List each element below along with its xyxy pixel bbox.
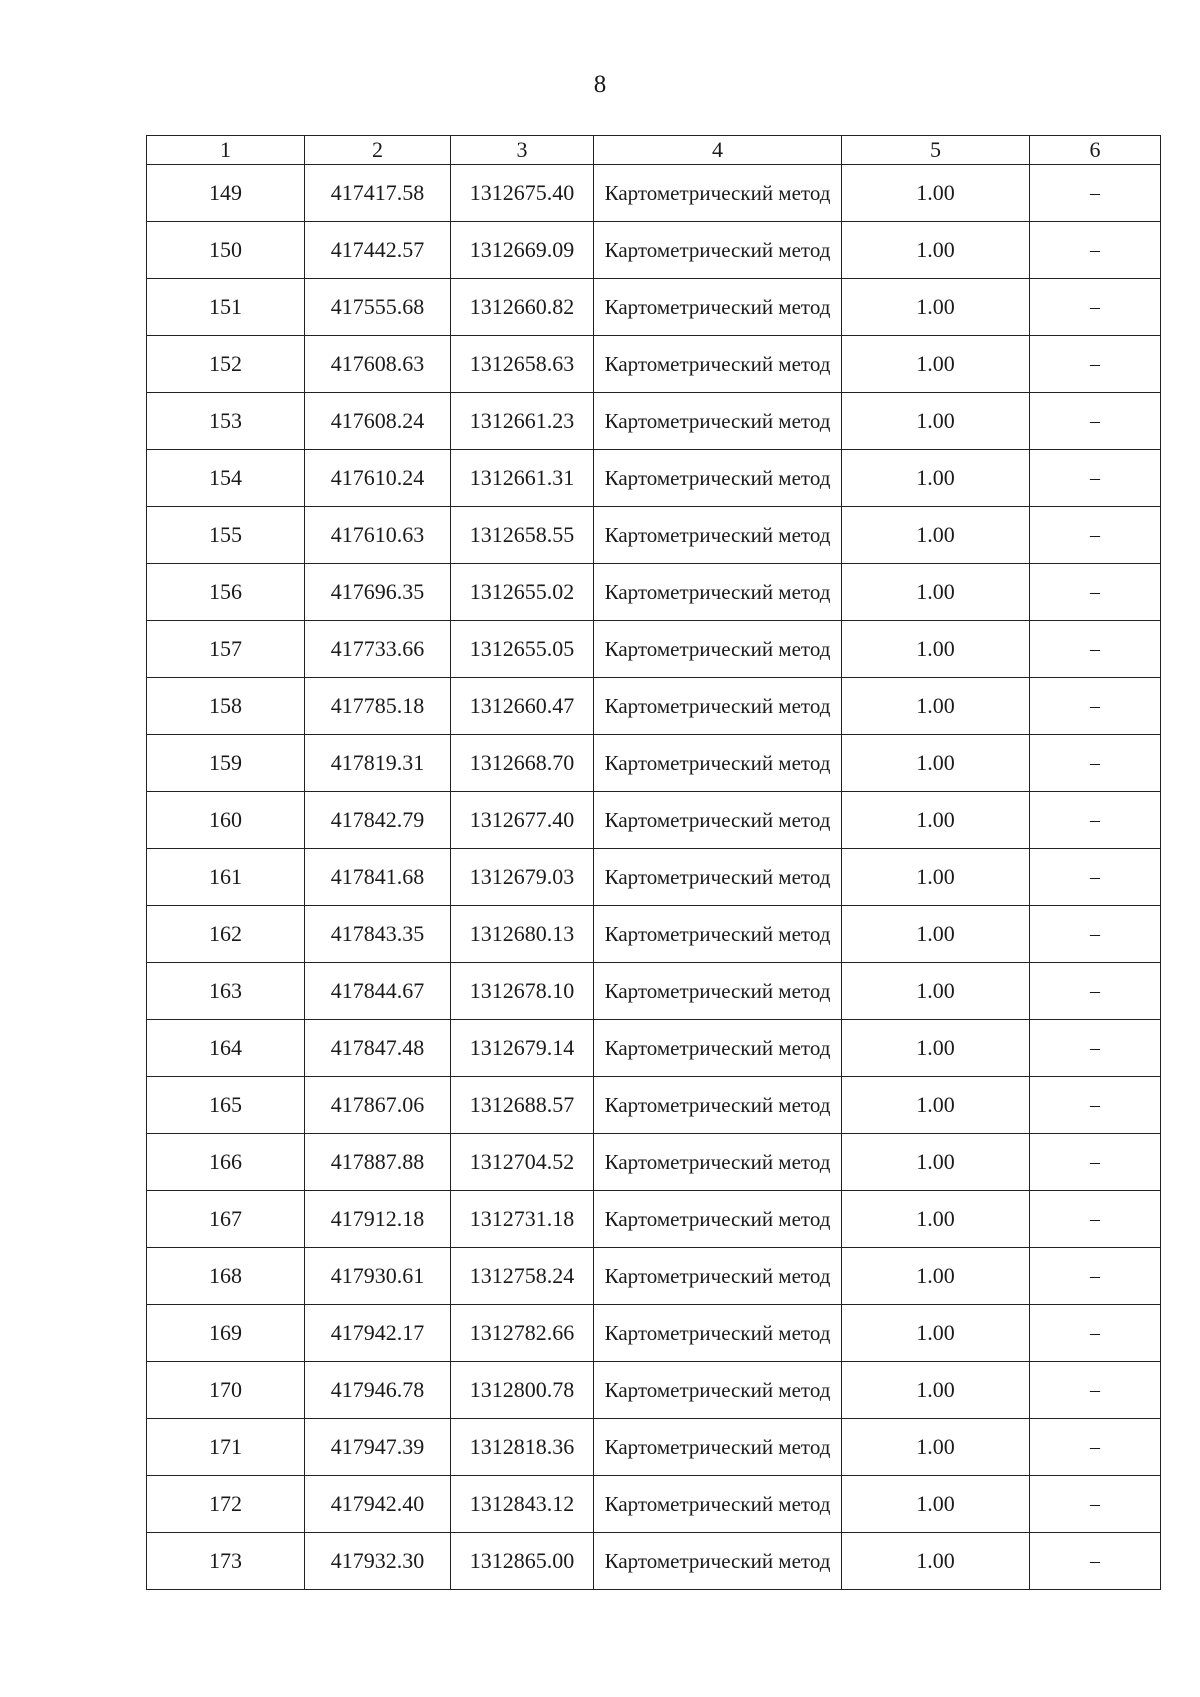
note-cell: – <box>1030 735 1161 792</box>
point-number-cell: 169 <box>147 1305 305 1362</box>
point-number-cell: 167 <box>147 1191 305 1248</box>
x-coordinate-cell: 417417.58 <box>305 165 451 222</box>
table-header <box>147 136 1161 165</box>
accuracy-cell: 1.00 <box>842 1305 1030 1362</box>
x-coordinate-cell: 417555.68 <box>305 279 451 336</box>
header-row <box>147 136 1161 165</box>
x-coordinate-cell: 417947.39 <box>305 1419 451 1476</box>
point-number-cell: 160 <box>147 792 305 849</box>
table-row <box>147 1191 1161 1248</box>
method-cell: Картометрический метод <box>594 1476 842 1533</box>
accuracy-cell: 1.00 <box>842 621 1030 678</box>
header-col-5: 5 <box>842 136 1030 165</box>
point-number-cell: 150 <box>147 222 305 279</box>
x-coordinate-cell: 417610.63 <box>305 507 451 564</box>
note-cell: – <box>1030 1533 1161 1590</box>
note-cell: – <box>1030 507 1161 564</box>
note-cell: – <box>1030 678 1161 735</box>
x-coordinate-cell: 417946.78 <box>305 1362 451 1419</box>
x-coordinate-cell: 417442.57 <box>305 222 451 279</box>
point-number-cell: 162 <box>147 906 305 963</box>
table-row <box>147 1362 1161 1419</box>
header-col-3: 3 <box>451 136 594 165</box>
note-cell: – <box>1030 792 1161 849</box>
note-cell: – <box>1030 1077 1161 1134</box>
table-row <box>147 450 1161 507</box>
method-cell: Картометрический метод <box>594 393 842 450</box>
note-cell: – <box>1030 1248 1161 1305</box>
point-number-cell: 159 <box>147 735 305 792</box>
table-row <box>147 1134 1161 1191</box>
coordinates-table <box>146 135 1161 1590</box>
y-coordinate-cell: 1312843.12 <box>451 1476 594 1533</box>
accuracy-cell: 1.00 <box>842 849 1030 906</box>
x-coordinate-cell: 417841.68 <box>305 849 451 906</box>
point-number-cell: 170 <box>147 1362 305 1419</box>
point-number-cell: 158 <box>147 678 305 735</box>
note-cell: – <box>1030 450 1161 507</box>
point-number-cell: 152 <box>147 336 305 393</box>
note-cell: – <box>1030 1362 1161 1419</box>
header-col-6: 6 <box>1030 136 1161 165</box>
note-cell: – <box>1030 393 1161 450</box>
accuracy-cell: 1.00 <box>842 222 1030 279</box>
table-row <box>147 1533 1161 1590</box>
table-row <box>147 1077 1161 1134</box>
note-cell: – <box>1030 1419 1161 1476</box>
y-coordinate-cell: 1312661.31 <box>451 450 594 507</box>
x-coordinate-cell: 417696.35 <box>305 564 451 621</box>
point-number-cell: 165 <box>147 1077 305 1134</box>
point-number-cell: 161 <box>147 849 305 906</box>
y-coordinate-cell: 1312865.00 <box>451 1533 594 1590</box>
point-number-cell: 154 <box>147 450 305 507</box>
accuracy-cell: 1.00 <box>842 735 1030 792</box>
x-coordinate-cell: 417932.30 <box>305 1533 451 1590</box>
method-cell: Картометрический метод <box>594 1077 842 1134</box>
header-col-1: 1 <box>147 136 305 165</box>
x-coordinate-cell: 417608.24 <box>305 393 451 450</box>
method-cell: Картометрический метод <box>594 1191 842 1248</box>
y-coordinate-cell: 1312660.47 <box>451 678 594 735</box>
y-coordinate-cell: 1312660.82 <box>451 279 594 336</box>
accuracy-cell: 1.00 <box>842 450 1030 507</box>
accuracy-cell: 1.00 <box>842 792 1030 849</box>
method-cell: Картометрический метод <box>594 336 842 393</box>
page-number: 8 <box>593 71 607 98</box>
x-coordinate-cell: 417942.40 <box>305 1476 451 1533</box>
table-row <box>147 1476 1161 1533</box>
method-cell: Картометрический метод <box>594 279 842 336</box>
y-coordinate-cell: 1312658.63 <box>451 336 594 393</box>
table-row <box>147 507 1161 564</box>
note-cell: – <box>1030 849 1161 906</box>
accuracy-cell: 1.00 <box>842 1476 1030 1533</box>
y-coordinate-cell: 1312661.23 <box>451 393 594 450</box>
accuracy-cell: 1.00 <box>842 678 1030 735</box>
y-coordinate-cell: 1312678.10 <box>451 963 594 1020</box>
y-coordinate-cell: 1312688.57 <box>451 1077 594 1134</box>
table-row <box>147 792 1161 849</box>
accuracy-cell: 1.00 <box>842 1191 1030 1248</box>
header-col-2: 2 <box>305 136 451 165</box>
point-number-cell: 168 <box>147 1248 305 1305</box>
method-cell: Картометрический метод <box>594 1362 842 1419</box>
accuracy-cell: 1.00 <box>842 1020 1030 1077</box>
x-coordinate-cell: 417844.67 <box>305 963 451 1020</box>
method-cell: Картометрический метод <box>594 1134 842 1191</box>
note-cell: – <box>1030 1191 1161 1248</box>
x-coordinate-cell: 417843.35 <box>305 906 451 963</box>
accuracy-cell: 1.00 <box>842 393 1030 450</box>
x-coordinate-cell: 417610.24 <box>305 450 451 507</box>
note-cell: – <box>1030 621 1161 678</box>
note-cell: – <box>1030 1476 1161 1533</box>
method-cell: Картометрический метод <box>594 222 842 279</box>
accuracy-cell: 1.00 <box>842 1533 1030 1590</box>
point-number-cell: 156 <box>147 564 305 621</box>
y-coordinate-cell: 1312655.05 <box>451 621 594 678</box>
note-cell: – <box>1030 564 1161 621</box>
table-body <box>147 165 1161 1590</box>
method-cell: Картометрический метод <box>594 849 842 906</box>
accuracy-cell: 1.00 <box>842 564 1030 621</box>
table-row <box>147 1248 1161 1305</box>
table-row <box>147 336 1161 393</box>
table-row <box>147 1020 1161 1077</box>
accuracy-cell: 1.00 <box>842 279 1030 336</box>
accuracy-cell: 1.00 <box>842 1077 1030 1134</box>
method-cell: Картометрический метод <box>594 1533 842 1590</box>
y-coordinate-cell: 1312782.66 <box>451 1305 594 1362</box>
note-cell: – <box>1030 906 1161 963</box>
x-coordinate-cell: 417785.18 <box>305 678 451 735</box>
note-cell: – <box>1030 222 1161 279</box>
accuracy-cell: 1.00 <box>842 336 1030 393</box>
accuracy-cell: 1.00 <box>842 906 1030 963</box>
accuracy-cell: 1.00 <box>842 1362 1030 1419</box>
method-cell: Картометрический метод <box>594 1248 842 1305</box>
y-coordinate-cell: 1312800.78 <box>451 1362 594 1419</box>
y-coordinate-cell: 1312818.36 <box>451 1419 594 1476</box>
point-number-cell: 155 <box>147 507 305 564</box>
method-cell: Картометрический метод <box>594 906 842 963</box>
point-number-cell: 164 <box>147 1020 305 1077</box>
note-cell: – <box>1030 963 1161 1020</box>
y-coordinate-cell: 1312655.02 <box>451 564 594 621</box>
table-row <box>147 279 1161 336</box>
table-row <box>147 1305 1161 1362</box>
x-coordinate-cell: 417819.31 <box>305 735 451 792</box>
x-coordinate-cell: 417942.17 <box>305 1305 451 1362</box>
table-row <box>147 963 1161 1020</box>
y-coordinate-cell: 1312680.13 <box>451 906 594 963</box>
table-row <box>147 222 1161 279</box>
method-cell: Картометрический метод <box>594 1305 842 1362</box>
y-coordinate-cell: 1312658.55 <box>451 507 594 564</box>
method-cell: Картометрический метод <box>594 564 842 621</box>
accuracy-cell: 1.00 <box>842 1134 1030 1191</box>
point-number-cell: 163 <box>147 963 305 1020</box>
x-coordinate-cell: 417842.79 <box>305 792 451 849</box>
method-cell: Картометрический метод <box>594 165 842 222</box>
y-coordinate-cell: 1312677.40 <box>451 792 594 849</box>
table-row <box>147 678 1161 735</box>
method-cell: Картометрический метод <box>594 621 842 678</box>
y-coordinate-cell: 1312675.40 <box>451 165 594 222</box>
y-coordinate-cell: 1312679.03 <box>451 849 594 906</box>
x-coordinate-cell: 417608.63 <box>305 336 451 393</box>
method-cell: Картометрический метод <box>594 735 842 792</box>
point-number-cell: 157 <box>147 621 305 678</box>
note-cell: – <box>1030 165 1161 222</box>
note-cell: – <box>1030 1134 1161 1191</box>
table-row <box>147 621 1161 678</box>
point-number-cell: 172 <box>147 1476 305 1533</box>
method-cell: Картометрический метод <box>594 450 842 507</box>
point-number-cell: 151 <box>147 279 305 336</box>
method-cell: Картометрический метод <box>594 1020 842 1077</box>
table-row <box>147 393 1161 450</box>
table-row <box>147 564 1161 621</box>
x-coordinate-cell: 417867.06 <box>305 1077 451 1134</box>
x-coordinate-cell: 417930.61 <box>305 1248 451 1305</box>
table-row <box>147 165 1161 222</box>
table-row <box>147 849 1161 906</box>
point-number-cell: 166 <box>147 1134 305 1191</box>
note-cell: – <box>1030 1305 1161 1362</box>
header-col-4: 4 <box>594 136 842 165</box>
y-coordinate-cell: 1312758.24 <box>451 1248 594 1305</box>
method-cell: Картометрический метод <box>594 963 842 1020</box>
accuracy-cell: 1.00 <box>842 963 1030 1020</box>
y-coordinate-cell: 1312679.14 <box>451 1020 594 1077</box>
point-number-cell: 153 <box>147 393 305 450</box>
point-number-cell: 173 <box>147 1533 305 1590</box>
y-coordinate-cell: 1312704.52 <box>451 1134 594 1191</box>
x-coordinate-cell: 417847.48 <box>305 1020 451 1077</box>
x-coordinate-cell: 417733.66 <box>305 621 451 678</box>
table-row <box>147 735 1161 792</box>
note-cell: – <box>1030 1020 1161 1077</box>
note-cell: – <box>1030 336 1161 393</box>
y-coordinate-cell: 1312731.18 <box>451 1191 594 1248</box>
method-cell: Картометрический метод <box>594 792 842 849</box>
table-row <box>147 906 1161 963</box>
point-number-cell: 171 <box>147 1419 305 1476</box>
accuracy-cell: 1.00 <box>842 1419 1030 1476</box>
y-coordinate-cell: 1312669.09 <box>451 222 594 279</box>
y-coordinate-cell: 1312668.70 <box>451 735 594 792</box>
accuracy-cell: 1.00 <box>842 1248 1030 1305</box>
point-number-cell: 149 <box>147 165 305 222</box>
x-coordinate-cell: 417887.88 <box>305 1134 451 1191</box>
method-cell: Картометрический метод <box>594 507 842 564</box>
accuracy-cell: 1.00 <box>842 165 1030 222</box>
accuracy-cell: 1.00 <box>842 507 1030 564</box>
method-cell: Картометрический метод <box>594 678 842 735</box>
note-cell: – <box>1030 279 1161 336</box>
table-row <box>147 1419 1161 1476</box>
x-coordinate-cell: 417912.18 <box>305 1191 451 1248</box>
method-cell: Картометрический метод <box>594 1419 842 1476</box>
